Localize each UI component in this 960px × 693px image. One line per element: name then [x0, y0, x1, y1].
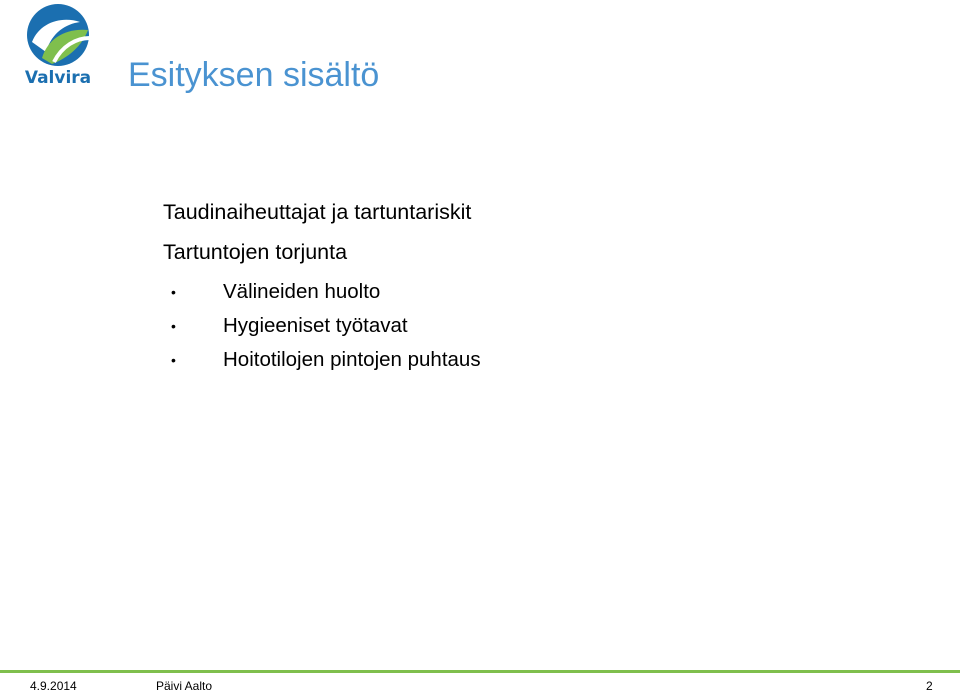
list-item: Taudinaiheuttajat ja tartuntariskit — [163, 200, 472, 224]
sub-list-item — [171, 314, 408, 338]
footer-page-number: 2 — [926, 679, 933, 693]
footer-date: 4.9.2014 — [30, 679, 77, 693]
footer-divider — [0, 670, 960, 673]
bullet: • — [171, 318, 176, 334]
bullet: • — [171, 352, 176, 368]
valvira-swirl-icon — [22, 2, 94, 68]
bullet: • — [171, 284, 176, 300]
sub-list-item-label: Hygieeniset työtavat — [223, 314, 408, 337]
sub-list-item — [171, 280, 381, 304]
sub-list-item-label: Välineiden huolto — [223, 280, 381, 303]
slide-title: Esityksen sisältö — [128, 56, 380, 94]
footer-author: Päivi Aalto — [156, 679, 213, 693]
logo-text: Valvira — [24, 68, 92, 88]
sub-list-item — [171, 348, 481, 372]
list-item: Tartuntojen torjunta — [163, 240, 348, 264]
sub-list-item-label: Hoitotilojen pintojen puhtaus — [223, 348, 481, 371]
valvira-logo — [22, 2, 94, 92]
